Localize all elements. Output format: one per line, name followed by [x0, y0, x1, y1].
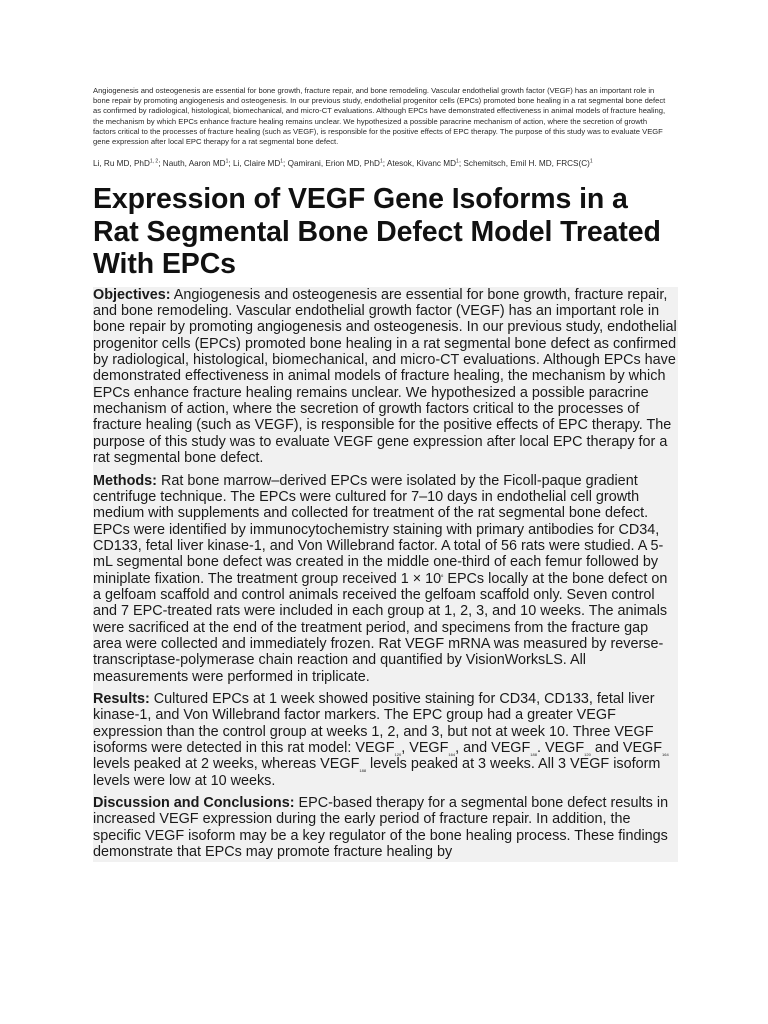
author[interactable]: Qamirani, Erion MD, PhD$^1$;	[287, 158, 387, 169]
isoform-subscript: 164	[448, 751, 456, 757]
article-title: Expression of VEGF Gene Isoforms in a Rat Segmental Bone Defect Model Treated With EPCs	[93, 183, 661, 281]
methods-section	[93, 473, 678, 685]
author[interactable]: Li, Claire $MD^1$;	[232, 158, 288, 169]
discussion-section	[93, 795, 678, 860]
results-label: Results:	[93, 690, 150, 707]
isoform-subscript: 120	[394, 751, 402, 757]
discussion-label: Discussion and Conclusions:	[93, 795, 295, 812]
methods-label: Methods:	[93, 472, 157, 489]
isoform-subscript: 164	[662, 751, 669, 757]
isoform-subscript: 188	[530, 751, 537, 757]
objectives-text: Angiogenesis and osteogenesis are essential for bone growth, fracture repair, and bone remodeling. Vascular endothelial growth factor (VEGF) has an important role in bone repair by promoting angiogenesis and osteogenesis. In our previous study, endothelial progenitor cells (EPCs) promoted bone healing in a rat segmental bone defect as confirmed by radiological, histological, biomechanical, and micro-CT evaluations. Although EPCs have demonstrated effectiveness in animal models of fracture healing, the mechanism by which EPCs enhance fracture healing remains unclear. We hypothesized a possible paracrine mechanism of action, where the secretion of growth factors critical to the processes of fracture healing (such as VEGF), is responsible for the positive effects of EPC therapy. The purpose of this study was to evaluate VEGF gene expression after local EPC therapy for a rat segmental bone defect.	[93, 286, 677, 467]
results-text: , and VEGF	[455, 740, 531, 756]
author-list	[93, 159, 678, 169]
results-text: , VEGF	[401, 740, 449, 756]
objectives-section	[93, 287, 678, 467]
summary-paragraph: Angiogenesis and osteogenesis are essential for bone growth, fracture repair, and bone remodeling. Vascular endothelial growth factor (VEGF) has an important role in bone repair by promoting angiogenesis and osteogenesis. In our previous study, endothelial progenitor cells (EPCs) promoted bone healing in a rat segmental bone defect as confirmed by radiological, histological, biomechanical, and micro-CT evaluations. Although EPCs have demonstrated effectiveness in animal models of fracture healing, the mechanism by which EPCs enhance fracture healing remains unclear. We hypothesized a possible paracrine mechanism of action, where the secretion of growth factors critical to the processes of fracture healing (such as VEGF), is responsible for the positive effects of EPC therapy. The purpose of this study was to evaluate VEGF gene expression after local EPC therapy for a rat segmental bone defect.	[93, 86, 666, 147]
abstract-block	[93, 287, 678, 863]
methods-text-cont: EPCs locally at the bone defect on a gelfoam scaffold and control animals received the gelfoam scaffold only. Seven control and 7 EPC-treated rats were included in each group at 1, 2, 3, and 10 weeks. The animals were sacrificed at the end of the treatment period, and specimens from the fracture gap area were collected and immediately frozen. Rat VEGF mRNA was measured by reverse-transcriptase-polymerase chain reaction and quantified by VisionWorksLS. All measurements were performed in triplicate.	[93, 570, 668, 685]
isoform-subscript: 120	[584, 751, 591, 757]
objectives-label: Objectives:	[93, 286, 171, 303]
results-text: and VEGF	[590, 740, 663, 756]
author[interactable]: Atesok, Kivanc $MD^1$;	[386, 158, 464, 169]
results-section	[93, 691, 678, 789]
document-page	[93, 86, 678, 862]
results-text: levels peaked at 3 weeks. All 3 VEGF isoform levels were low at 10 weeks.	[93, 756, 661, 789]
results-text: . VEGF	[536, 740, 585, 756]
author[interactable]: Schemitsch, Emil H. MD, $FRCS(C)^1$	[463, 158, 593, 169]
author[interactable]: Nauth, Aaron $MD^1$;	[162, 158, 233, 169]
results-text: Cultured EPCs at 1 week showed positive staining for CD34, CD133, fetal liver kinase-1, and Von Willebrand factor markers. The EPC group had a greater VEGF expression than the control group at weeks 1, 2, and 3, but not at week 10. Three VEGF isoforms were detected in this rat model: VEGF	[93, 690, 655, 756]
discussion-text: EPC-based therapy for a segmental bone defect results in increased VEGF expression during the early period of fracture repair. In addition, the specific VEGF isoform may be a key regulator of the bone healing process. These findings demonstrate that EPCs may promote fracture healing by	[93, 795, 669, 861]
author[interactable]: Li, Ru MD, PhD$^{1, 2}$;	[93, 158, 163, 169]
methods-exponent: 6	[441, 572, 444, 578]
isoform-subscript: 188	[359, 768, 367, 774]
methods-text: Rat bone marrow–derived EPCs were isolated by the Ficoll-paque gradient centrifuge technique. The EPCs were cultured for 7–10 days in endothelial cell growth medium with supplements and collected for treatment of the rat segmental bone defect. EPCs were identified by immunocytochemistry staining with primary antibodies for CD34, CD133, fetal liver kinase-1, and Von Willebrand factor. A total of 56 rats were studied. A 5-mL segmental bone defect was created in the middle one-third of each femur followed by miniplate fixation. The treatment group received 1 × 10	[93, 472, 664, 587]
results-text: levels peaked at 2 weeks, whereas VEGF	[93, 756, 360, 773]
